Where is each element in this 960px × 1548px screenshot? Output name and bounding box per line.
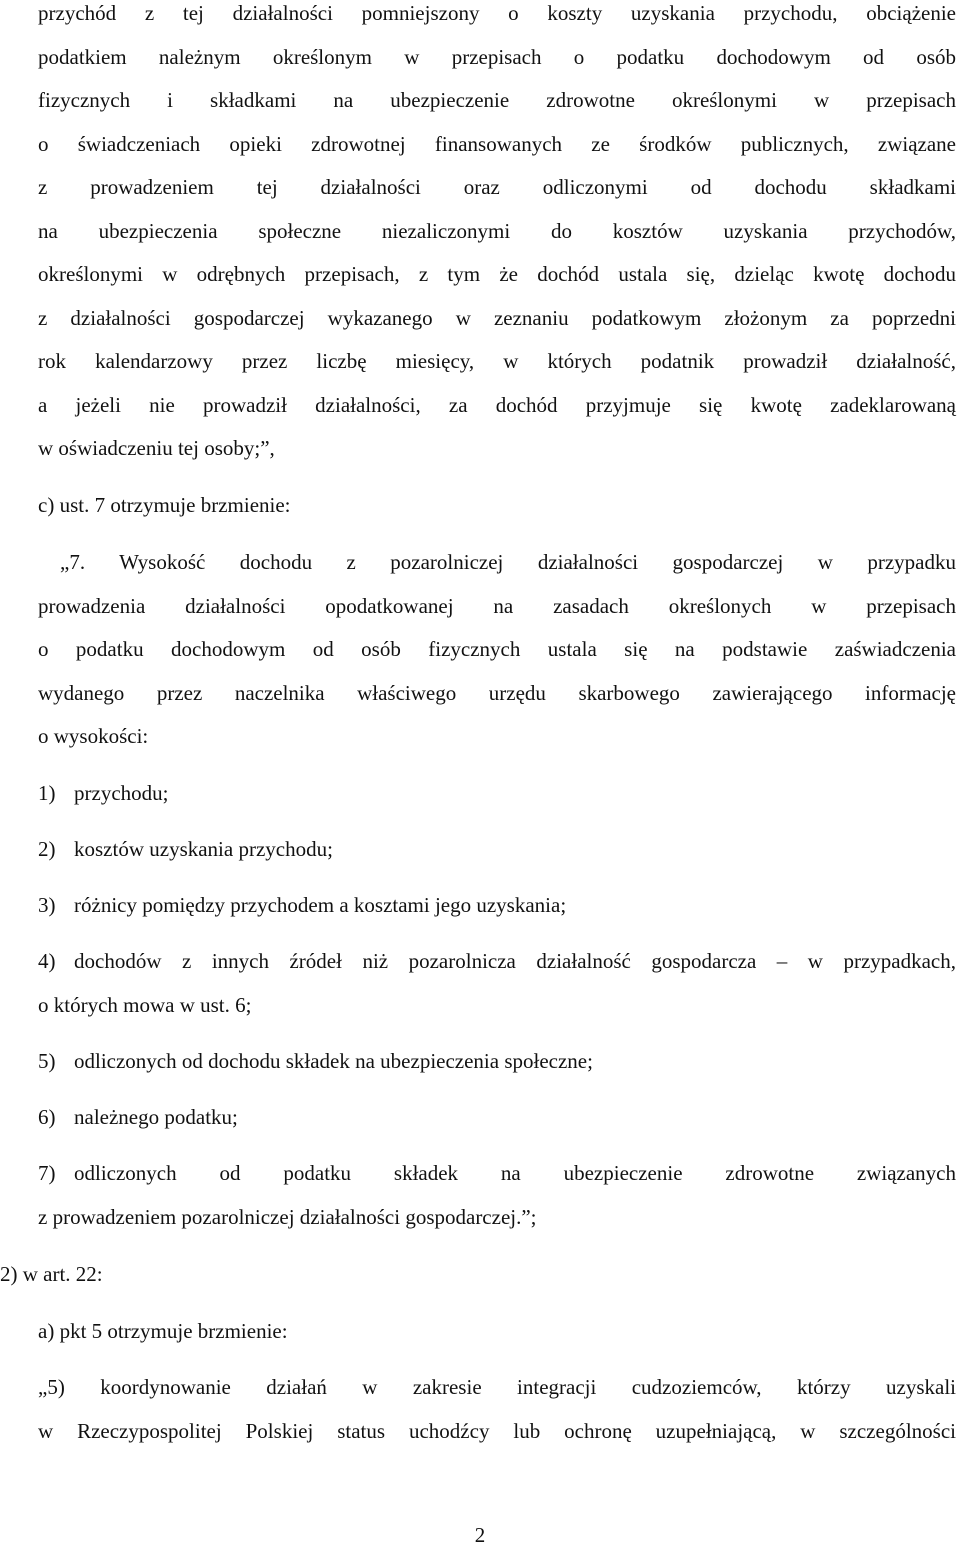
- text-line: „5) koordynowanie działań w zakresie integracji cudzoziemców, którzy uzyskali: [38, 1375, 956, 1399]
- point-2: 2) w art. 22:: [0, 1262, 103, 1286]
- list-number: 6): [38, 1105, 56, 1129]
- text-line: rok kalendarzowy przez liczbę miesięcy, w których podatnik prowadził działalność,: [38, 349, 956, 373]
- list-text: odliczonych od podatku składek na ubezpieczenie zdrowotne związanych: [74, 1161, 956, 1185]
- text-line: o świadczeniach opieki zdrowotnej finansowanych ze środków publicznych, związane: [38, 132, 956, 156]
- list-text: kosztów uzyskania przychodu;: [74, 837, 333, 861]
- list-text: przychodu;: [74, 781, 169, 805]
- text-line: z działalności gospodarczej wykazanego w zeznaniu podatkowym złożonym za poprzedni: [38, 306, 956, 330]
- text-line: prowadzenia działalności opodatkowanej na zasadach określonych w przepisach: [38, 594, 956, 618]
- text-line: przychód z tej działalności pomniejszony o koszty uzyskania przychodu, obciążenie: [38, 1, 956, 25]
- text-line: „7. Wysokość dochodu z pozarolniczej działalności gospodarczej w przypadku: [60, 550, 956, 574]
- list-text: różnicy pomiędzy przychodem a kosztami jego uzyskania;: [74, 893, 567, 917]
- list-text: dochodów z innych źródeł niż pozarolnicza działalność gospodarcza – w przypadkach,: [74, 949, 956, 973]
- text-line: w oświadczeniu tej osoby;”,: [38, 436, 275, 460]
- list-number: 2): [38, 837, 56, 861]
- list-number: 7): [38, 1161, 56, 1185]
- text-line: w Rzeczypospolitej Polskiej status uchodźcy lub ochronę uzupełniającą, w szczególności: [38, 1419, 956, 1443]
- point-a: a) pkt 5 otrzymuje brzmienie:: [38, 1319, 288, 1343]
- text-line: o wysokości:: [38, 724, 149, 748]
- text-line: podatkiem należnym określonym w przepisach o podatku dochodowym od osób: [38, 45, 956, 69]
- list-item: [38, 1104, 956, 1130]
- list-item: [38, 892, 956, 918]
- text-line: określonymi w odrębnych przepisach, z tym że dochód ustala się, dzieląc kwotę dochodu: [38, 262, 956, 286]
- text-line: na ubezpieczenia społeczne niezaliczonymi do kosztów uzyskania przychodów,: [38, 219, 956, 243]
- list-item-continuation: o których mowa w ust. 6;: [38, 993, 252, 1017]
- list-item: [38, 836, 956, 862]
- page-number: 2: [474, 1523, 486, 1547]
- point-c: c) ust. 7 otrzymuje brzmienie:: [38, 493, 291, 517]
- list-number: 5): [38, 1049, 56, 1073]
- list-text: odliczonych od dochodu składek na ubezpieczenia społeczne;: [74, 1049, 593, 1073]
- text-line: a jeżeli nie prowadził działalności, za dochód przyjmuje się kwotę zadeklarowaną: [38, 393, 956, 417]
- list-item-continuation: z prowadzeniem pozarolniczej działalności gospodarczej.”;: [38, 1205, 537, 1229]
- list-item: [38, 1048, 956, 1074]
- text-line: z prowadzeniem tej działalności oraz odliczonymi od dochodu składkami: [38, 175, 956, 199]
- text-line: o podatku dochodowym od osób fizycznych ustala się na podstawie zaświadczenia: [38, 637, 956, 661]
- list-item: [38, 780, 956, 806]
- text-line: fizycznych i składkami na ubezpieczenie zdrowotne określonymi w przepisach: [38, 88, 956, 112]
- text-line: wydanego przez naczelnika właściwego urzędu skarbowego zawierającego informację: [38, 681, 956, 705]
- list-item: [38, 1160, 956, 1186]
- list-item: [38, 948, 956, 974]
- list-number: 3): [38, 893, 56, 917]
- list-text: należnego podatku;: [74, 1105, 238, 1129]
- list-number: 4): [38, 949, 56, 973]
- list-number: 1): [38, 781, 56, 805]
